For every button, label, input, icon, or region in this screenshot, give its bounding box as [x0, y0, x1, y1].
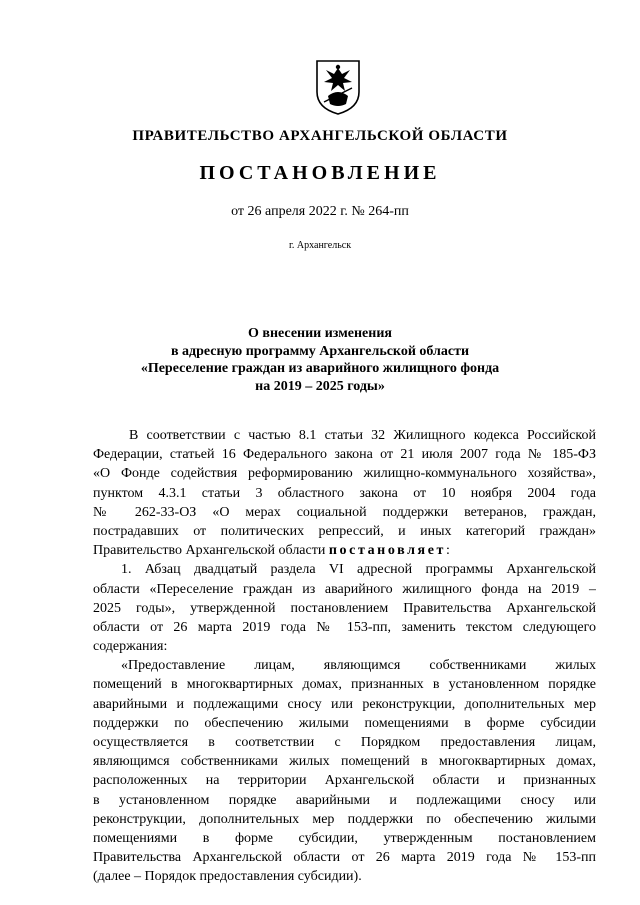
document-type-title: ПОСТАНОВЛЕНИЕ	[199, 162, 441, 184]
body-line: содержания:	[93, 639, 168, 655]
body-line: реконструкции, дополнительных мер поддержки по обеспечению жилыми	[93, 811, 596, 827]
body-line: осуществляется в соответствии с Порядком предоставления лицам,	[93, 735, 596, 750]
document-city: г. Архангельск	[288, 240, 352, 251]
body-line: Правительства Архангельской области от 26 марта 2019 года № 153-пп	[93, 850, 596, 866]
body-line: помещениями в форме субсидии, утвержденным постановлением	[93, 830, 596, 846]
document-subject	[0, 325, 640, 395]
body-line: в установленном порядке аварийными и подлежащими сносу или	[93, 792, 596, 808]
resolves-prefix: Правительство Архангельской области	[93, 543, 329, 559]
body-line: (далее – Порядок предоставления субсидии).	[93, 869, 362, 885]
document-date-number: от 26 апреля 2022 г. № 264-пп	[231, 204, 409, 219]
subject-line: на 2019 – 2025 годы»	[255, 378, 385, 394]
body-line: пострадавших от политических репрессий, и иных категорий граждан»	[93, 523, 596, 539]
body-line: области от 26 марта 2019 года № 153-пп, заменить текстом следующего	[93, 619, 596, 635]
coat-of-arms-emblem	[314, 58, 362, 116]
body-line: «О Фонде содействия реформированию жилищно-коммунального хозяйства»,	[93, 466, 596, 482]
subject-line: в адресную программу Архангельской области	[170, 343, 470, 359]
body-line: помещений в многоквартирных домах, признанных в установленном порядке	[93, 677, 596, 693]
government-name: ПРАВИТЕЛЬСТВО АРХАНГЕЛЬСКОЙ ОБЛАСТИ	[132, 128, 508, 144]
body-line: В соответствии с частью 8.1 статьи 32 Жилищного кодекса Российской	[129, 428, 596, 443]
body-line: являющимся собственниками жилых помещений в многоквартирных домах,	[93, 754, 596, 770]
body-line: расположенных на территории Архангельской области и признанных	[93, 773, 596, 789]
body-line: поддержки по обеспечению жилыми помещениями в форме субсидии	[93, 715, 596, 731]
subject-line: «Переселение граждан из аварийного жилищного фонда	[140, 361, 500, 376]
body-line: пунктом 4.3.1 статьи 3 областного закона от 10 ноября 2004 года	[93, 485, 596, 501]
body-line: «Предоставление лицам, являющимся собственниками жилых	[121, 658, 596, 674]
body-line: аварийными и подлежащими сносу или реконструкции, дополнительных мер	[93, 696, 596, 712]
body-line: Федерации, статьей 16 Федерального закона от 21 июля 2007 года № 185-ФЗ	[93, 447, 596, 463]
body-line-resolves	[93, 541, 596, 560]
document-body	[93, 426, 596, 887]
body-line: области «Переселение граждан из аварийного жилищного фонда на 2019 –	[93, 581, 596, 597]
resolves-keyword: постановляет	[328, 543, 447, 559]
body-line: 2025 годы», утвержденной постановлением Правительства Архангельской	[93, 600, 596, 616]
body-line: 1. Абзац двадцатый раздела VI адресной программы Архангельской	[121, 562, 596, 578]
subject-line: О внесении изменения	[248, 326, 392, 341]
resolves-suffix: :	[446, 543, 450, 559]
body-line: № 262-33-ОЗ «О мерах социальной поддержки ветеранов, граждан,	[93, 504, 596, 520]
